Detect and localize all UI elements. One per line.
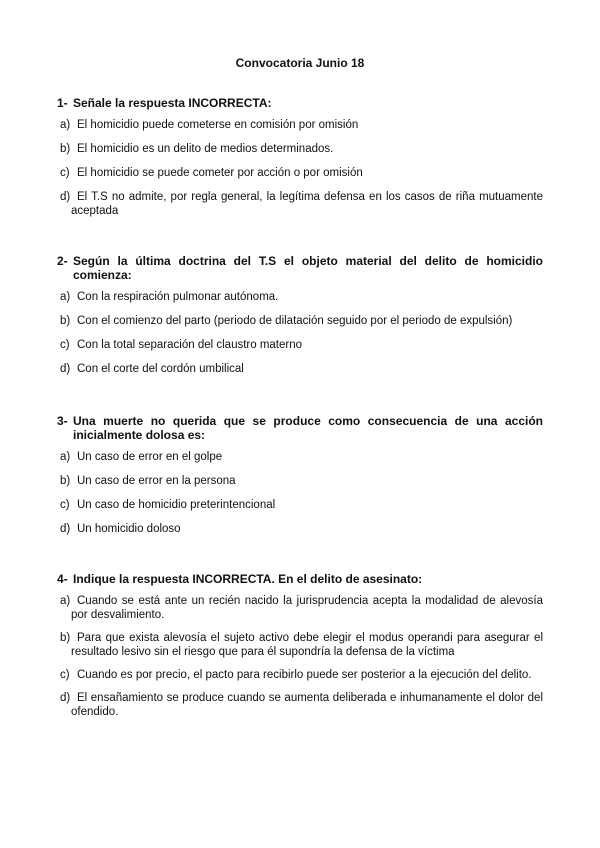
option-c: c) El homicidio se puede cometer por acción o por omisión (60, 167, 363, 179)
option-d: d) El ensañamiento se produce cuando se aumenta deliberada e inhumanamente el dolor del ofendido. (60, 692, 543, 718)
option-list (57, 290, 543, 376)
option-b: b) Para que exista alevosía el sujeto activo debe elegir el modus operandi para asegurar el resultado lesivo sin el riesgo que para él supondría la defensa de la víctima (60, 632, 543, 658)
option-b: b) El homicidio es un delito de medios determinados. (60, 143, 334, 155)
option-b: b) Un caso de error en la persona (60, 475, 236, 487)
question-number: 3- (57, 414, 68, 428)
question-text: 1- Señale la respuesta INCORRECTA: (57, 96, 272, 110)
option-a: a) Un caso de error en el golpe (60, 451, 223, 463)
question-number: 2- (57, 254, 68, 268)
option-a: a) Cuando se está ante un recién nacido la jurisprudencia acepta la modalidad de alevosía por desvalimiento. (60, 595, 543, 621)
option-c: c) Cuando es por precio, el pacto para recibirlo puede ser posterior a la ejecución del delito. (60, 669, 532, 681)
option-b: b) Con el comienzo del parto (periodo de dilatación seguido por el periodo de expulsión) (60, 315, 513, 327)
question-number: 4- (57, 572, 68, 586)
option-list (57, 594, 543, 719)
question-3 (57, 414, 543, 546)
option-a: a) El homicidio puede cometerse en comisión por omisión (60, 119, 359, 131)
question-text: 2- Según la última doctrina del T.S el objeto material del delito de homicidio comienza: (57, 254, 543, 282)
question-2 (57, 254, 543, 386)
question-4 (57, 572, 543, 728)
question-text: 4- Indique la respuesta INCORRECTA. En el delito de asesinato: (57, 572, 423, 586)
option-c: c) Un caso de homicidio preterintencional (60, 499, 276, 511)
question-1 (57, 96, 543, 227)
option-a: a) Con la respiración pulmonar autónoma. (60, 291, 279, 303)
option-list (57, 118, 543, 218)
page-title: Convocatoria Junio 18 (235, 56, 365, 70)
option-d: d) Con el corte del cordón umbilical (60, 363, 244, 375)
question-text: 3- Una muerte no querida que se produce como consecuencia de una acción inicialmente dolosa es: (57, 414, 543, 442)
option-c: c) Con la total separación del claustro materno (60, 339, 303, 351)
option-list (57, 450, 543, 536)
question-number: 1- (57, 96, 68, 110)
option-d: d) El T.S no admite, por regla general, la legítima defensa en los casos de riña mutuamente aceptada (60, 191, 543, 217)
option-d: d) Un homicidio doloso (60, 523, 181, 535)
